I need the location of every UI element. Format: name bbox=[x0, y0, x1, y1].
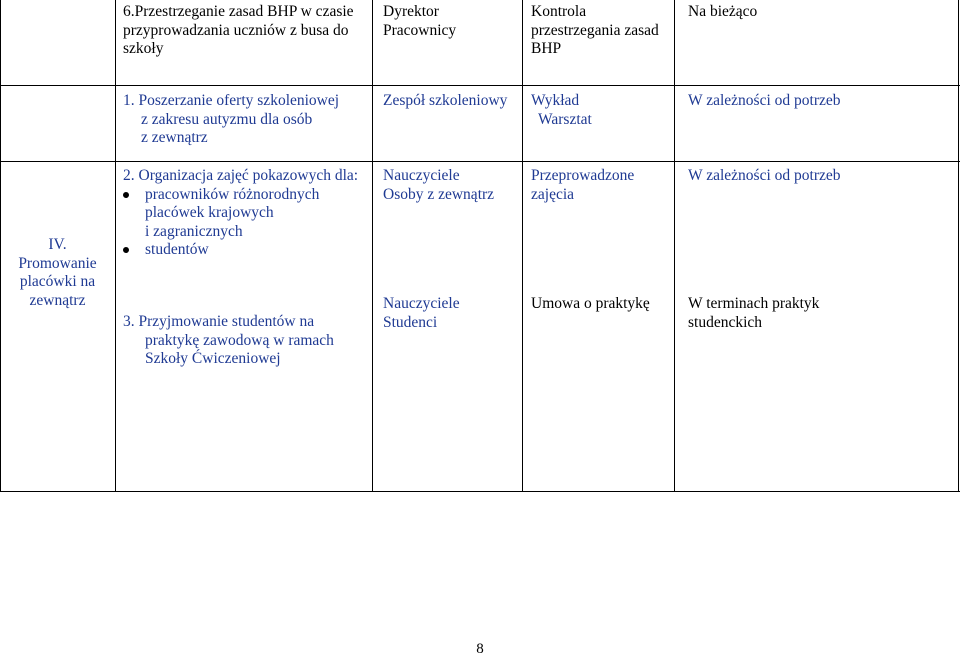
row2-term-cell bbox=[688, 92, 841, 111]
row1-form-line1: Kontrola bbox=[531, 3, 587, 20]
task3-line2: praktykę zawodową w ramach bbox=[145, 331, 334, 349]
task2-bullet-1 bbox=[123, 186, 358, 242]
task2-form-line2: zajęcia bbox=[531, 185, 575, 203]
task3-responsible-cell bbox=[383, 295, 460, 332]
task2-bullet1-line1: pracowników różnorodnych bbox=[145, 185, 320, 203]
row1-task-line1: 6.Przestrzeganie zasad BHP w czasie bbox=[123, 3, 354, 20]
task2-term-cell bbox=[688, 167, 841, 186]
bullet-icon bbox=[123, 247, 129, 253]
row1-responsible-line1: Dyrektor bbox=[383, 3, 439, 20]
task2-cell bbox=[123, 167, 358, 260]
row1-task-cell bbox=[123, 3, 354, 59]
task3-term-line1: W terminach praktyk bbox=[688, 295, 820, 312]
col-divider-6 bbox=[958, 0, 959, 492]
row2-form-line1: Wykład bbox=[531, 92, 580, 109]
task3-term-line2: studenckich bbox=[688, 313, 763, 331]
task3-line1: 3. Przyjmowanie studentów na bbox=[123, 313, 315, 330]
page-number: 8 bbox=[476, 641, 484, 657]
task2-bullet-2 bbox=[123, 241, 358, 260]
task3-responsible-line2: Studenci bbox=[383, 313, 438, 331]
row1-term-line1: Na bieżąco bbox=[688, 3, 758, 20]
bullet-icon bbox=[123, 192, 129, 198]
col-divider-5 bbox=[674, 0, 675, 492]
col-divider-4 bbox=[522, 0, 523, 492]
row1-term-cell bbox=[688, 3, 757, 22]
row2-task-line3: z zewnątrz bbox=[141, 129, 208, 146]
row1-task-line2: przyprowadzania uczniów z busa do bbox=[123, 21, 349, 39]
task3-form-cell bbox=[531, 295, 650, 314]
task3-cell bbox=[123, 313, 334, 369]
row-divider-1 bbox=[0, 85, 960, 86]
section-label-line1: IV. bbox=[48, 236, 67, 253]
section-label-cell bbox=[0, 236, 115, 310]
task3-line3: Szkoły Ćwiczeniowej bbox=[145, 350, 281, 367]
task2-form-line1: Przeprowadzone bbox=[531, 167, 635, 184]
task2-intro: 2. Organizacja zajęć pokazowych dla: bbox=[123, 167, 359, 184]
section-label-line2: Promowanie bbox=[18, 254, 97, 272]
task2-term-line1: W zależności od potrzeb bbox=[688, 167, 841, 184]
row1-task-line3: szkoły bbox=[123, 40, 164, 57]
row1-form-line3: BHP bbox=[531, 40, 562, 57]
task2-bullet2-line1: studentów bbox=[145, 241, 209, 258]
row2-task-cell bbox=[123, 92, 339, 148]
row2-form-line2: Warsztat bbox=[538, 110, 592, 128]
row2-task-line1: 1. Poszerzanie oferty szkoleniowej bbox=[123, 92, 340, 109]
task3-term-cell bbox=[688, 295, 819, 332]
row2-form-cell bbox=[531, 92, 592, 129]
row-divider-2 bbox=[0, 161, 960, 162]
row1-responsible-line2: Pracownicy bbox=[383, 21, 457, 39]
task2-responsible-line1: Nauczyciele bbox=[383, 167, 460, 184]
table-bottom-border bbox=[0, 491, 960, 492]
task2-form-cell bbox=[531, 167, 634, 204]
task3-responsible-line1: Nauczyciele bbox=[383, 295, 460, 312]
row1-form-line2: przestrzegania zasad bbox=[531, 21, 659, 39]
section-label-line4: zewnątrz bbox=[29, 291, 86, 309]
task2-bullet1-line3: i zagranicznych bbox=[145, 222, 243, 240]
row1-form-cell bbox=[531, 3, 659, 59]
row2-responsible-cell bbox=[383, 92, 507, 111]
row2-responsible-line1: Zespół szkoleniowy bbox=[383, 92, 508, 109]
task3-form-line1: Umowa o praktykę bbox=[531, 295, 650, 312]
row2-task-line2: z zakresu autyzmu dla osób bbox=[141, 110, 313, 128]
task2-responsible-line2: Osoby z zewnątrz bbox=[383, 185, 495, 203]
section-label-line3: placówki na bbox=[19, 273, 96, 290]
col-divider-3 bbox=[372, 0, 373, 492]
task2-bullet1-line2: placówek krajowych bbox=[145, 204, 274, 221]
row1-responsible-cell bbox=[383, 3, 456, 40]
row2-term-line1: W zależności od potrzeb bbox=[688, 92, 841, 109]
task2-responsible-cell bbox=[383, 167, 494, 204]
col-divider-2 bbox=[115, 0, 116, 492]
